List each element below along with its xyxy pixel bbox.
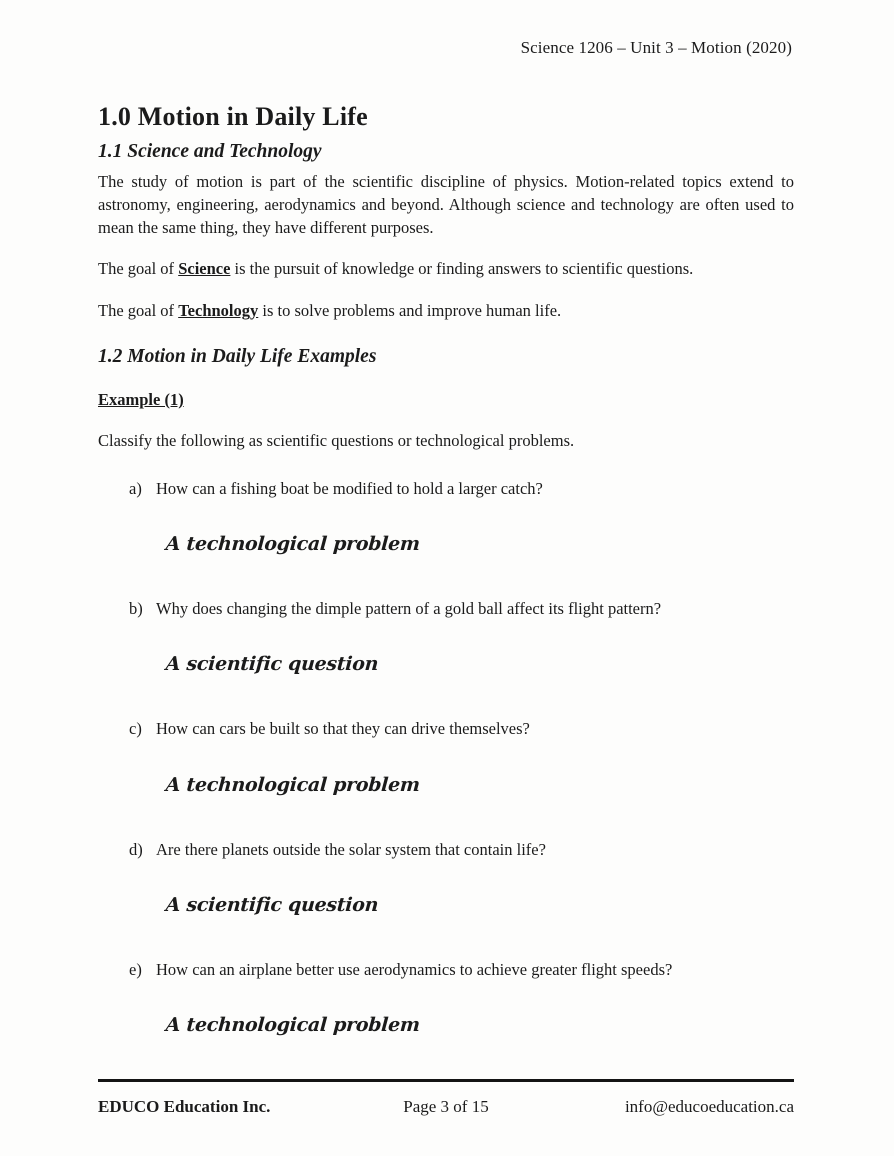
question-a bbox=[98, 478, 794, 500]
question-e bbox=[98, 959, 794, 981]
answer-e-handwritten: A technological problem bbox=[165, 1014, 421, 1037]
question-e-label: e) bbox=[129, 959, 142, 979]
document-content bbox=[0, 102, 894, 1036]
intro-paragraph: The study of motion is part of the scientific discipline of physics. Motion-related topics extend to astronomy, engineering, aerodynamics and beyond. Although science and technology are often used to mean the same thing, they have different purposes. bbox=[98, 172, 794, 238]
footer-email: info@educoeducation.ca bbox=[624, 1097, 794, 1116]
document-header bbox=[0, 0, 894, 58]
footer-company-name: EDUCO Education Inc. bbox=[98, 1097, 271, 1116]
goal-technology-term: Technology bbox=[178, 300, 259, 320]
answer-c-handwritten: A technological problem bbox=[165, 773, 421, 796]
goal-of-technology-line bbox=[98, 300, 794, 322]
question-d-label: d) bbox=[129, 839, 143, 859]
question-d bbox=[98, 839, 794, 861]
footer-page-number: Page 3 of 15 bbox=[403, 1097, 489, 1116]
example-1-heading: Example (1) bbox=[98, 389, 184, 409]
section-1-heading: 1.1 Science and Technology bbox=[98, 141, 322, 162]
question-e-text: How can an airplane better use aerodynamics to achieve greater flight speeds? bbox=[156, 959, 673, 979]
header-course-title: Science 1206 – Unit 3 – Motion (2020) bbox=[520, 38, 792, 57]
goal-technology-prefix: The goal of bbox=[98, 300, 179, 320]
question-c-text: How can cars be built so that they can drive themselves? bbox=[156, 719, 530, 739]
question-b bbox=[98, 598, 794, 620]
goal-technology-suffix: is to solve problems and improve human life. bbox=[258, 300, 562, 320]
answer-b-handwritten: A scientific question bbox=[165, 653, 379, 676]
section-2-heading: 1.2 Motion in Daily Life Examples bbox=[98, 345, 377, 367]
question-d-text: Are there planets outside the solar system that contain life? bbox=[156, 839, 546, 859]
question-c-label: c) bbox=[129, 719, 142, 739]
document-footer bbox=[98, 1079, 794, 1117]
goal-science-term: Science bbox=[178, 259, 231, 279]
question-b-text: Why does changing the dimple pattern of a gold ball affect its flight pattern? bbox=[156, 599, 662, 619]
goal-science-prefix: The goal of bbox=[98, 259, 179, 279]
goal-science-suffix: is the pursuit of knowledge or finding answers to scientific questions. bbox=[230, 259, 694, 279]
question-c bbox=[98, 718, 794, 740]
goal-of-science-line bbox=[98, 258, 794, 280]
question-a-text: How can a fishing boat be modified to hold a larger catch? bbox=[156, 478, 543, 498]
answer-a-handwritten: A technological problem bbox=[165, 533, 421, 556]
page-title: 1.0 Motion in Daily Life bbox=[98, 102, 368, 131]
question-b-label: b) bbox=[129, 599, 143, 619]
example-instruction: Classify the following as scientific questions or technological problems. bbox=[98, 430, 575, 450]
answer-d-handwritten: A scientific question bbox=[165, 893, 379, 916]
question-a-label: a) bbox=[129, 478, 142, 498]
